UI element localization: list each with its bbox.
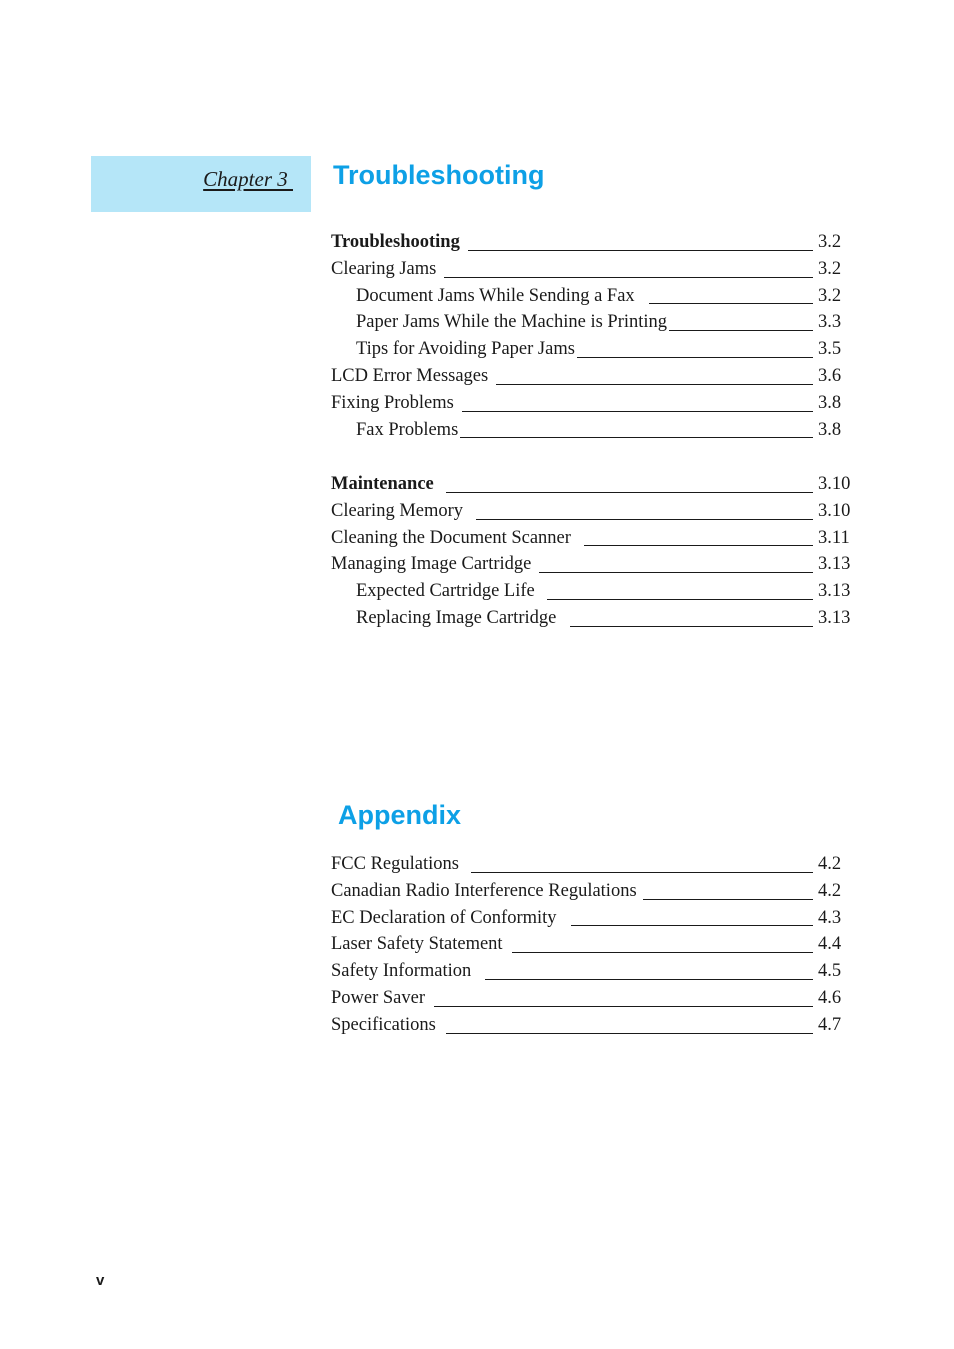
toc-item[interactable] <box>331 309 855 336</box>
toc-leader <box>434 1006 813 1007</box>
toc-item-page: 4.3 <box>818 907 842 928</box>
toc-item-label: FCC Regulations <box>331 854 459 874</box>
toc-item-label: Clearing Memory <box>331 500 464 521</box>
toc-leader <box>468 250 813 251</box>
toc-item-label: Power Saver <box>331 987 426 1008</box>
toc-item[interactable] <box>331 336 855 363</box>
toc-item-page: 3.8 <box>818 419 842 440</box>
toc-item-label: Fixing Problems <box>331 392 454 413</box>
toc-item[interactable] <box>331 256 855 283</box>
toc-item-label: Troubleshooting <box>331 232 460 252</box>
toc-item[interactable] <box>331 471 855 498</box>
toc-item[interactable] <box>331 605 855 632</box>
toc-leader <box>584 545 813 546</box>
toc-item-page: 3.13 <box>818 554 851 575</box>
toc-item-page: 4.7 <box>818 1014 842 1035</box>
toc-item-page: 3.5 <box>818 339 842 360</box>
toc-item-label: Replacing Image Cartridge <box>356 607 557 628</box>
chapter-label: Chapter 3 <box>203 167 293 191</box>
toc-item[interactable] <box>331 578 855 605</box>
toc-item[interactable] <box>331 283 855 310</box>
toc-item[interactable] <box>331 525 855 552</box>
toc-item[interactable] <box>331 390 855 417</box>
toc-item-page: 3.10 <box>818 500 851 521</box>
toc-item[interactable] <box>331 417 855 444</box>
toc-item-label: Paper Jams While the Machine is Printing <box>356 312 668 333</box>
toc-item-label: Managing Image Cartridge <box>331 554 532 575</box>
toc-item[interactable] <box>331 229 855 256</box>
toc-item-page: 4.2 <box>818 880 842 901</box>
toc-item-label: Document Jams While Sending a Fax <box>356 285 635 306</box>
toc-leader <box>649 303 813 304</box>
toc-item[interactable] <box>331 905 855 932</box>
toc-item-label: LCD Error Messages <box>331 365 489 386</box>
toc-item-page: 3.2 <box>818 258 842 279</box>
appendix-title: Appendix <box>338 800 462 830</box>
toc-leader <box>539 572 813 573</box>
toc-item-page: 3.11 <box>818 527 850 548</box>
toc-item-label: Tips for Avoiding Paper Jams <box>356 339 575 360</box>
toc-item-page: 3.3 <box>818 312 842 333</box>
chapter-title: Troubleshooting <box>333 160 545 190</box>
toc-item[interactable] <box>331 985 855 1012</box>
toc-maintenance <box>331 471 855 632</box>
toc-item-page: 3.2 <box>818 232 842 252</box>
toc-item[interactable] <box>331 498 855 525</box>
toc-leader <box>496 384 813 385</box>
toc-item-page: 3.8 <box>818 392 842 413</box>
toc-item-label: Clearing Jams <box>331 258 437 279</box>
toc-leader <box>547 599 813 600</box>
toc-leader <box>460 437 813 438</box>
toc-leader <box>476 519 813 520</box>
toc-item-label: Canadian Radio Interference Regulations <box>331 880 637 901</box>
toc-troubleshooting <box>331 229 855 443</box>
toc-item[interactable] <box>331 931 855 958</box>
toc-leader <box>570 626 813 627</box>
toc-item-page: 3.13 <box>818 607 851 628</box>
toc-leader <box>571 925 813 926</box>
toc-leader <box>471 872 813 873</box>
toc-leader <box>446 492 813 493</box>
toc-item[interactable] <box>331 551 855 578</box>
toc-leader <box>577 357 813 358</box>
toc-item[interactable] <box>331 878 855 905</box>
toc-item-label: EC Declaration of Conformity <box>331 907 557 928</box>
toc-item-page: 4.4 <box>818 934 842 955</box>
toc-leader <box>446 1033 813 1034</box>
toc-item-label: Specifications <box>331 1014 436 1035</box>
toc-item-page: 3.6 <box>818 365 842 386</box>
toc-leader <box>512 952 813 953</box>
toc-item-label: Laser Safety Statement <box>331 934 503 955</box>
page-number: v <box>96 1272 105 1289</box>
chapter-tab <box>91 156 311 212</box>
toc-item-page: 4.2 <box>818 854 842 874</box>
toc-appendix <box>331 851 855 1039</box>
toc-item-label: Maintenance <box>331 474 434 494</box>
toc-item[interactable] <box>331 958 855 985</box>
toc-item[interactable] <box>331 851 855 878</box>
toc-item[interactable] <box>331 363 855 390</box>
toc-item-label: Safety Information <box>331 961 472 982</box>
toc-item-page: 3.10 <box>818 474 851 494</box>
toc-item-page: 4.6 <box>818 987 842 1008</box>
toc-leader <box>643 899 813 900</box>
toc-item-page: 3.2 <box>818 285 842 306</box>
toc-leader <box>462 411 813 412</box>
toc-item-page: 4.5 <box>818 961 842 982</box>
toc-item-page: 3.13 <box>818 581 851 602</box>
toc-item-label: Cleaning the Document Scanner <box>331 527 571 548</box>
toc-item[interactable] <box>331 1012 855 1039</box>
toc-leader <box>485 979 813 980</box>
toc-item-label: Fax Problems <box>356 419 459 440</box>
toc-item-label: Expected Cartridge Life <box>356 581 535 602</box>
toc-leader <box>669 330 813 331</box>
toc-leader <box>444 277 813 278</box>
